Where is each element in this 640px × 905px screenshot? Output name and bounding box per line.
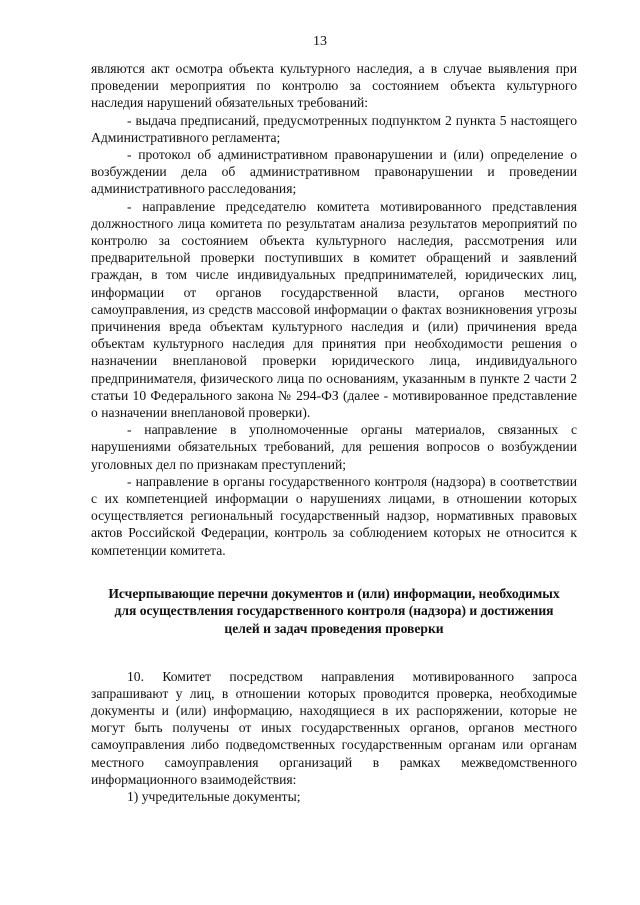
page-number: 13	[313, 34, 327, 49]
list-item-control-bodies-referral: - направление в органы государственного контроля (надзора) в соответствии с их компетенцией информации о нарушениях лицами, в отношении которых осуществляется региональный государственный надзор, нормативных правовых актов Российской Федерации, контроль за соблюдением которых не относится к компетенции комитета.	[91, 473, 577, 558]
paragraph-item-10: 10. Комитет посредством направления мотивированного запроса запрашивают у лиц, в отношении которых проводится проверка, необходимые документы и (или) информацию, находящиеся в их распоряжении, которые не могут быть получены от иных государственных органов, органов местного самоуправления либо подведомственных государственным органам или органам местного самоуправления организаций в рамках межведомственного информационного взаимодействия:	[91, 668, 577, 787]
list-item-protocol: - протокол об административном правонарушении и (или) определение о возбуждении дела об административном правонарушении и проведении административного расследования;	[91, 147, 577, 197]
list-item-motivated-submission: - направление председателю комитета мотивированного представления должностного лица комитета по результатам анализа результатов мероприятий по контролю за состоянием объекта культурного наследия, рассмотрения или предварительной проверки поступивших в комитет обращений и заявлений граждан, в том числе индивидуальных предпринимателей, юридических лиц, информации от органов государственной власти, органов местного самоуправления, из средств массовой информации о фактах возникновения угрозы причинения вреда объектам культурного наследия и (или) причинения вреда объектам культурного наследия для принятия при необходимости решения о назначении внеплановой проверки юридического лица, индивидуального предпринимателя, физического лица по основаниям, указанным в пункте 2 части 2 статьи 10 Федерального закона № 294-ФЗ (далее - мотивированное представление о назначении внеплановой проверки).	[91, 198, 577, 421]
section-heading: Исчерпывающие перечни документов и (или) информации, необходимых для осуществления государственного контроля (надзора) и достижения целей и задач проведения проверки	[108, 585, 560, 637]
list-item-prescription: - выдача предписаний, предусмотренных подпунктом 2 пункта 5 настоящего Административного регламента;	[91, 112, 577, 145]
list-item-materials-referral: - направление в уполномоченные органы материалов, связанных с нарушениями обязательных требований, для решения вопросов о возбуждении уголовных дел по признакам преступлений;	[91, 422, 577, 472]
paragraph: являются акт осмотра объекта культурного наследия, а в случае выявления при проведении мероприятия по контролю за состоянием объекта культурного наследия нарушений обязательных требований:	[91, 61, 577, 111]
page-content	[91, 60, 577, 805]
list-item-founding-documents: 1) учредительные документы;	[127, 789, 301, 805]
